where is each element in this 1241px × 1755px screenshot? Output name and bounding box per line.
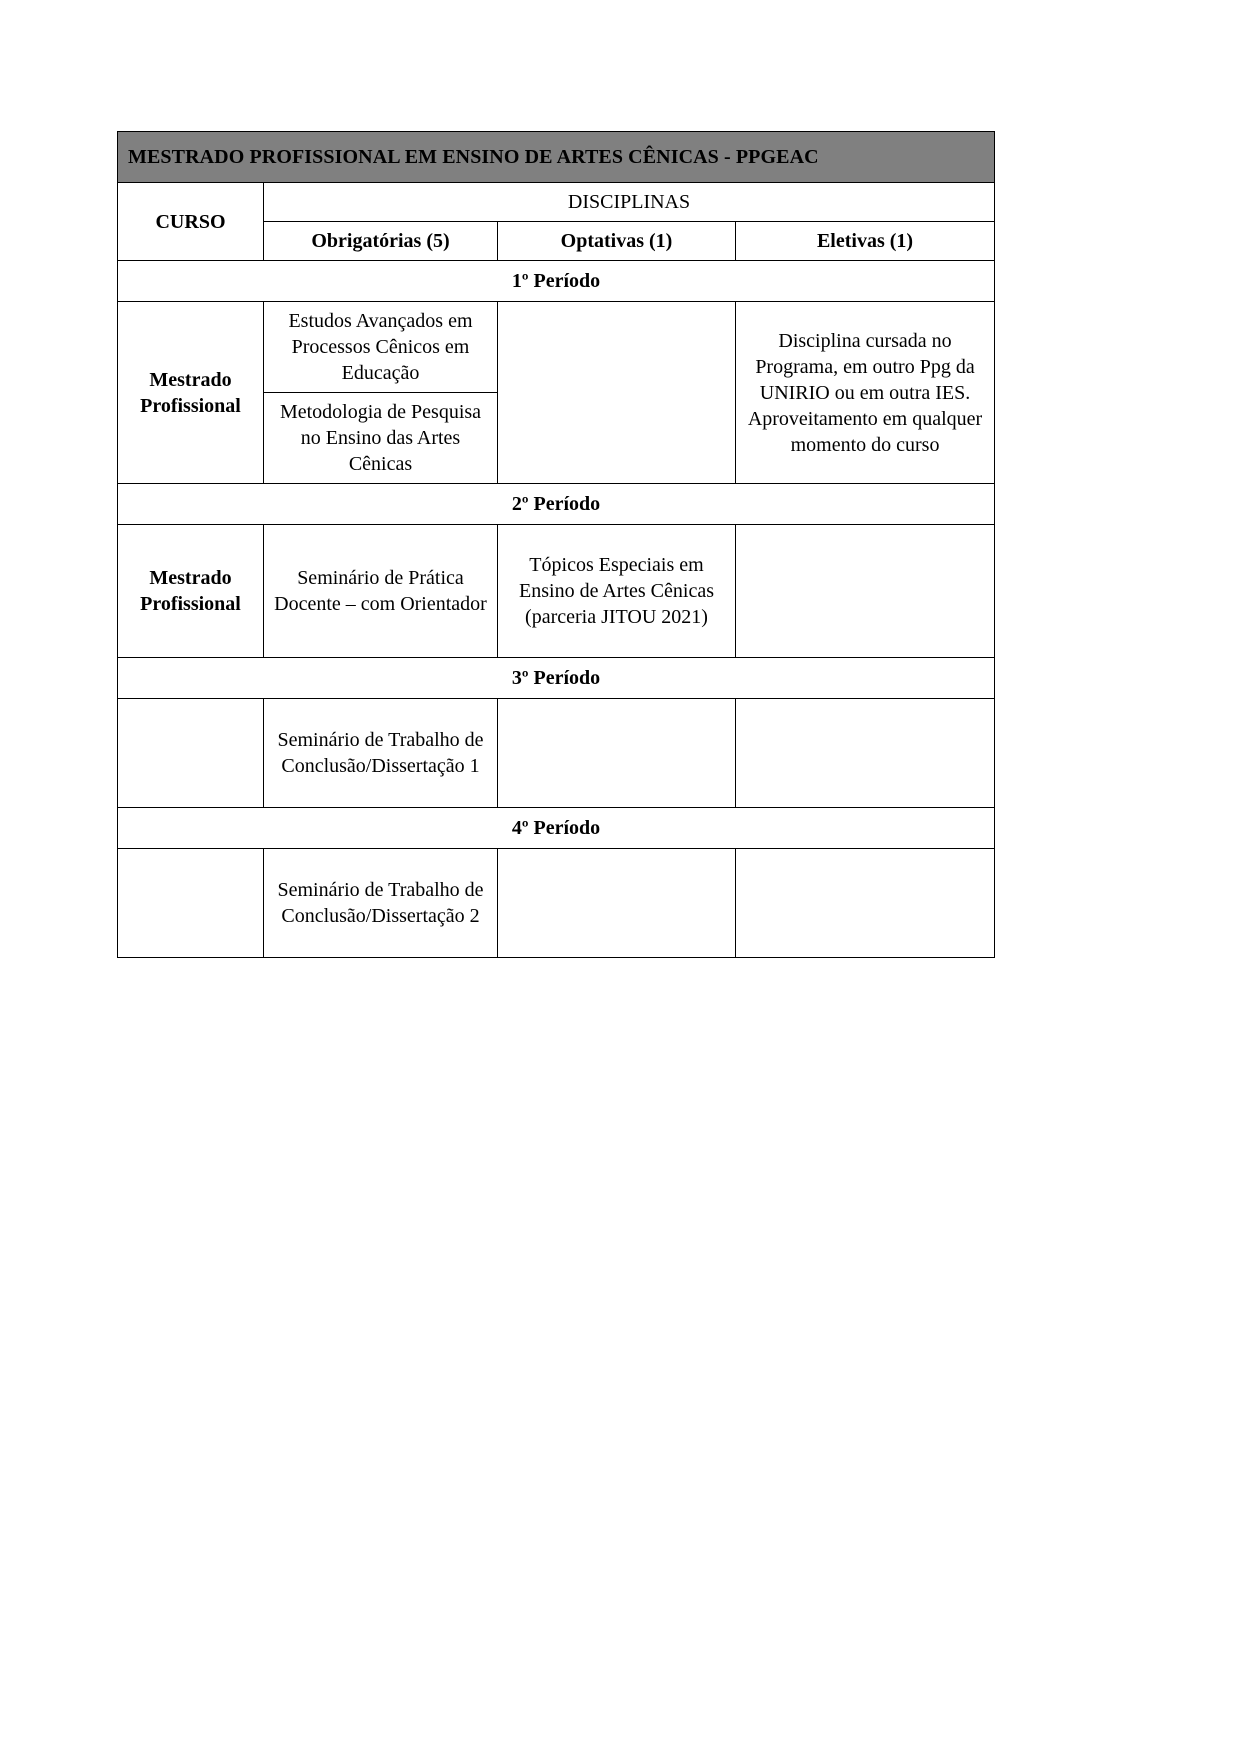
course-cell-period-1: Mestrado Profissional [118, 302, 264, 484]
eletiva-cell-p4 [736, 849, 995, 958]
table-header-row-1 [118, 183, 995, 222]
period-label-3: 3º Período [118, 658, 995, 699]
course-cell-period-2: Mestrado Profissional [118, 525, 264, 658]
eletiva-cell-p3 [736, 699, 995, 808]
header-eletivas: Eletivas (1) [736, 222, 995, 261]
period-row-4 [118, 808, 995, 849]
obrigatoria-cell-p1-2: Metodologia de Pesquisa no Ensino das Artes Cênicas [264, 393, 498, 484]
obrigatoria-cell-p2: Seminário de Prática Docente – com Orientador [264, 525, 498, 658]
optativa-cell-p1 [498, 302, 736, 484]
header-obrigatorias: Obrigatórias (5) [264, 222, 498, 261]
table-row [118, 525, 995, 658]
period-label-1: 1º Período [118, 261, 995, 302]
optativa-cell-p4 [498, 849, 736, 958]
curriculum-table-container [117, 131, 994, 958]
period-label-4: 4º Período [118, 808, 995, 849]
period-label-2: 2º Período [118, 484, 995, 525]
eletiva-cell-p1: Disciplina cursada no Programa, em outro Ppg da UNIRIO ou em outra IES. Aproveitamento em qualquer momento do curso [736, 302, 995, 484]
header-optativas: Optativas (1) [498, 222, 736, 261]
obrigatoria-cell-p3: Seminário de Trabalho de Conclusão/Dissertação 1 [264, 699, 498, 808]
period-row-1 [118, 261, 995, 302]
optativa-cell-p2: Tópicos Especiais em Ensino de Artes Cênicas (parceria JITOU 2021) [498, 525, 736, 658]
obrigatoria-cell-p1-1: Estudos Avançados em Processos Cênicos em Educação [264, 302, 498, 393]
period-row-3 [118, 658, 995, 699]
document-title: MESTRADO PROFISSIONAL EM ENSINO DE ARTES CÊNICAS - PPGEAC [118, 132, 995, 183]
table-row [118, 699, 995, 808]
table-row [118, 302, 995, 393]
period-row-2 [118, 484, 995, 525]
optativa-cell-p3 [498, 699, 736, 808]
header-disciplinas: DISCIPLINAS [264, 183, 995, 222]
course-cell-period-4 [118, 849, 264, 958]
table-row [118, 849, 995, 958]
table-title-row [118, 132, 995, 183]
course-cell-period-3 [118, 699, 264, 808]
obrigatoria-cell-p4: Seminário de Trabalho de Conclusão/Dissertação 2 [264, 849, 498, 958]
curriculum-table [117, 131, 995, 958]
header-curso: CURSO [118, 183, 264, 261]
eletiva-cell-p2 [736, 525, 995, 658]
